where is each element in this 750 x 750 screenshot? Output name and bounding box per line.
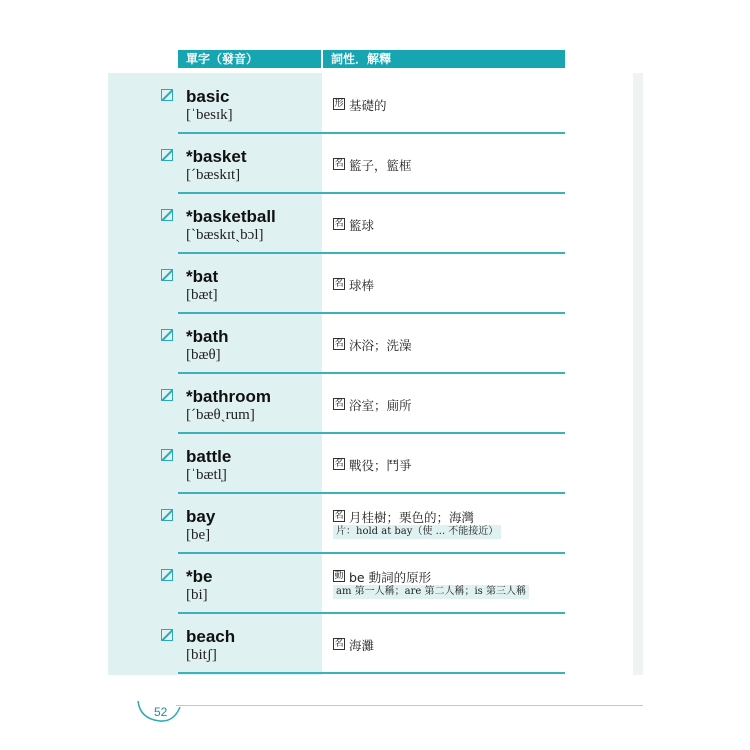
- checkbox-icon[interactable]: [161, 389, 173, 401]
- checkbox-icon[interactable]: [161, 569, 173, 581]
- header-definition-column: 詞性．解釋: [323, 50, 565, 68]
- entry-definition: 籃球: [349, 218, 375, 233]
- entry-pronunciation: [ˋbæskɪtˏbɔl]: [186, 227, 264, 243]
- header-word-column: 單字（發音）: [178, 50, 321, 68]
- entry-definition: 沐浴；洗澡: [349, 338, 412, 353]
- entry-usage-note: 片：hold at bay（使 ... 不能接近）: [333, 525, 501, 539]
- entry-pronunciation: [bitʃ]: [186, 647, 217, 663]
- part-of-speech-badge: 名: [334, 399, 344, 409]
- entry-definition: 籃子，籃框: [349, 158, 412, 173]
- part-of-speech-badge: 形: [334, 99, 344, 109]
- table-row: [0, 613, 750, 673]
- checkbox-icon[interactable]: [161, 449, 173, 461]
- table-row: [0, 493, 750, 553]
- entry-word: *be: [186, 567, 213, 586]
- part-of-speech-badge: 名: [334, 279, 344, 289]
- entry-word: battle: [186, 447, 232, 466]
- checkbox-icon[interactable]: [161, 629, 173, 641]
- entry-pronunciation: [bi]: [186, 587, 208, 603]
- entry-word: *bathroom: [186, 387, 271, 406]
- entry-word: *bath: [186, 327, 229, 346]
- page-number-text: 52: [154, 705, 168, 719]
- entry-word: bay: [186, 507, 216, 526]
- entry-pronunciation: [ˈbesɪk]: [186, 107, 233, 123]
- part-of-speech-badge: 名: [334, 639, 344, 649]
- row-divider: [178, 672, 565, 674]
- table-row: [0, 73, 750, 133]
- table-row: [0, 373, 750, 433]
- entry-word: *basket: [186, 147, 247, 166]
- part-of-speech-badge: 名: [334, 339, 344, 349]
- entry-definition: be 動詞的原形: [349, 570, 432, 585]
- table-row: [0, 133, 750, 193]
- entry-pronunciation: [bæt]: [186, 287, 218, 303]
- entry-pronunciation: [ˊbæskɪt]: [186, 167, 241, 183]
- page-number: [141, 700, 181, 724]
- checkbox-icon[interactable]: [161, 149, 173, 161]
- entry-usage-note: am 第一人稱；are 第二人稱；is 第三人稱: [333, 585, 529, 599]
- checkbox-icon[interactable]: [161, 209, 173, 221]
- table-row: [0, 433, 750, 493]
- entry-word: *basketball: [186, 207, 276, 226]
- part-of-speech-badge: 名: [334, 159, 344, 169]
- entry-definition: 海灘: [349, 638, 375, 653]
- table-row: [0, 313, 750, 373]
- part-of-speech-badge: 名: [334, 511, 344, 521]
- entry-pronunciation: [bæθ]: [186, 347, 221, 363]
- table-row: [0, 253, 750, 313]
- checkbox-icon[interactable]: [161, 269, 173, 281]
- entry-word: *bat: [186, 267, 219, 286]
- entry-pronunciation: [ˊbæθˏrum]: [186, 407, 255, 423]
- checkbox-icon[interactable]: [161, 329, 173, 341]
- entry-definition: 月桂樹；栗色的；海灣: [349, 510, 475, 525]
- checkbox-icon[interactable]: [161, 509, 173, 521]
- table-row: [0, 553, 750, 613]
- table-header: [178, 50, 565, 68]
- entry-definition: 戰役；鬥爭: [349, 458, 412, 473]
- checkbox-icon[interactable]: [161, 89, 173, 101]
- footer-rule: [176, 705, 643, 706]
- part-of-speech-badge: 名: [334, 459, 344, 469]
- entry-definition: 球棒: [349, 278, 375, 293]
- part-of-speech-badge: 動: [334, 571, 344, 581]
- entry-pronunciation: [be]: [186, 527, 211, 543]
- part-of-speech-badge: 名: [334, 219, 344, 229]
- entry-pronunciation: [ˈbætl̩]: [186, 467, 227, 483]
- entry-word: basic: [186, 87, 230, 106]
- table-row: [0, 193, 750, 253]
- entry-definition: 浴室；廁所: [349, 398, 412, 413]
- entry-definition: 基礎的: [349, 98, 387, 113]
- entry-word: beach: [186, 627, 236, 646]
